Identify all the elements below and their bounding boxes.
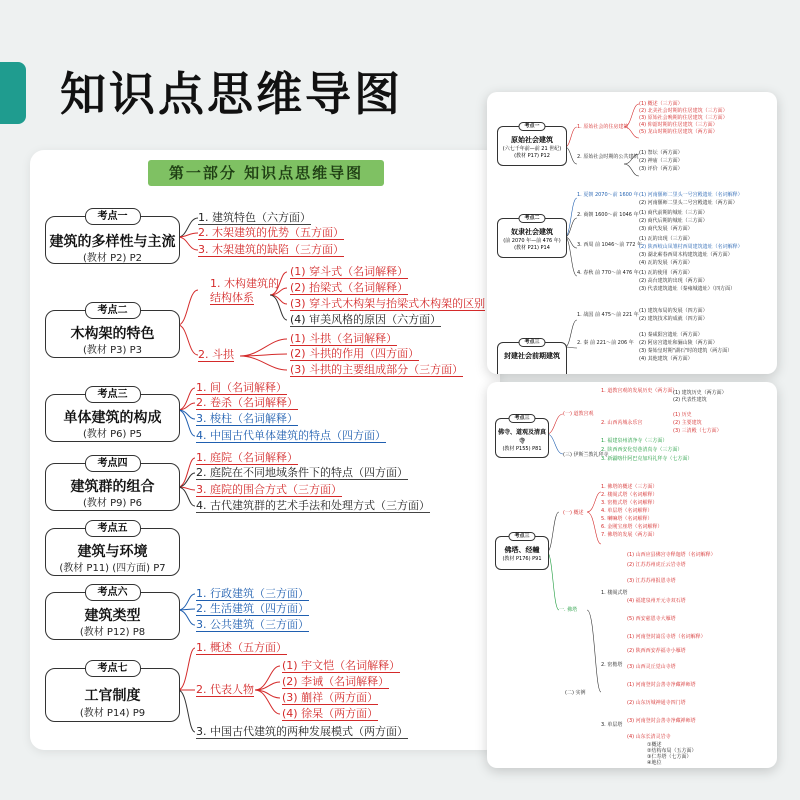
topic-node-7[interactable] xyxy=(45,663,180,722)
topic-node-2[interactable] xyxy=(45,305,180,358)
topic-name: 建筑群的组合 xyxy=(70,479,155,495)
card2-line: 3. 密檐式塔（名词解释） xyxy=(601,500,658,506)
card2-line: (4) 山东长清灵岩寺 xyxy=(627,734,671,740)
topic-tag: 考点一 xyxy=(85,208,141,225)
card1-node-name: 奴隶社会建筑 xyxy=(511,228,553,236)
topic3-item: 4. 中国古代单体建筑的特点（四方面） xyxy=(196,429,386,442)
card2-node-tag: 考点三 xyxy=(508,414,535,423)
card1-line: (2) 陕西岐山凤雏村西周建筑遗址（名词解释） xyxy=(639,244,743,250)
card1-line: (5) 龙山时期的住居建筑（两方面） xyxy=(639,129,718,135)
topic3-item: 3. 梭柱（名词解释） xyxy=(196,412,298,425)
topic4-item: 1. 庭院（名词解释） xyxy=(196,451,298,464)
card2-node-sub: (教材 P155) P81 xyxy=(502,446,542,452)
card1-node-tag: 考点一 xyxy=(518,122,545,131)
card1-node-sub2: (教材 P17) P12 xyxy=(514,153,550,159)
topic-name: 建筑的多样性与主流 xyxy=(49,234,176,250)
card1-line: (2) 神庙（三方面） xyxy=(639,158,683,164)
card1-line: 2. 秦 前 221～前 206 年 xyxy=(577,340,634,346)
card1-line: (2) 河南偃师二里头二号宫殿遗址（两方面） xyxy=(639,200,738,206)
topic2-branch: 结构体系 xyxy=(210,291,254,304)
topic2-item: (2) 抬梁式（名词解释） xyxy=(290,281,409,294)
card1-line: (4) 瓦的发展（两方面） xyxy=(639,260,693,266)
card1-line: 1. 战国 前 475～前 221 年 xyxy=(577,312,639,318)
card1-node-sub1: (六七千年前—前 21 世纪) xyxy=(502,146,562,152)
topic3-item: 1. 间（名词解释） xyxy=(196,381,287,394)
card2-node-2 xyxy=(495,533,549,570)
card2-line: 2. 陕西西安化觉巷清真寺（三方面） xyxy=(601,447,683,453)
card1-node-2 xyxy=(497,215,567,258)
card1-line: (2) 商代后期的城址（三方面） xyxy=(639,218,708,224)
card2-line: (2) 陕西西安荐福寺小雁塔 xyxy=(627,648,686,654)
card1-line: (1) 祭坛（两方面） xyxy=(639,150,683,156)
card2-line: (4) 福建泉州开元寺双石塔 xyxy=(627,598,686,604)
card2-line: (3) 江苏苏州报恩寺塔 xyxy=(627,578,676,584)
card1-line: (1) 秦咸阳宫遗址（两方面） xyxy=(639,332,703,338)
card1-line: 4. 春秋 前 770～前 476 年 xyxy=(577,270,639,276)
card2-line: (1) 河南登封会善寺净藏禅师塔 xyxy=(627,682,696,688)
card1-line: (1) 商代前期的城址（三方面） xyxy=(639,210,708,216)
card1-line: (3) 秦始皇时期"湖石"时的建筑（两方面） xyxy=(639,348,733,354)
card1-line: (2) 北美社会时期的住居建筑（三方面） xyxy=(639,108,728,114)
topic-ref: (教材 P6) P5 xyxy=(83,429,142,440)
card2-line: (三) 伊斯兰教礼拜寺 xyxy=(563,452,609,458)
topic4-item: 4. 古代建筑群的艺术手法和处理方式（三方面） xyxy=(196,499,430,512)
card2-line: (一) 道教宫观 xyxy=(563,411,594,417)
card1-line: (3) 代表建筑遗址（秦雍城遗址）（四方面） xyxy=(639,286,736,292)
card1-node-sub2: (教材 P21) P14 xyxy=(514,245,550,251)
card2-line: 4. 单层塔（名词解释） xyxy=(601,508,653,514)
card1-line: (3) 原始社会晚期的住居建筑（三方面） xyxy=(639,115,728,121)
card1-line: 3. 西周 前 1046～前 772 年 xyxy=(577,242,642,248)
topic1-item: 2. 木架建筑的优势（五方面） xyxy=(198,226,344,239)
card2-node-sub: (教材 P176) P91 xyxy=(502,556,542,562)
topic-tag: 考点六 xyxy=(85,584,141,601)
card2-node-1 xyxy=(495,415,549,458)
card1-line: (1) 河南偃师二里头一号宫殿遗址（名词解释） xyxy=(639,192,743,198)
card2-line: (2) 代表性建筑 xyxy=(673,397,707,403)
topic2-branch: 1. 木构建筑的 xyxy=(210,277,279,290)
topic-name: 工官制度 xyxy=(84,688,141,704)
topic-tag: 考点七 xyxy=(85,660,141,677)
topic7-item: 2. 代表人物 xyxy=(196,683,254,696)
topic-tag: 考点四 xyxy=(85,455,141,472)
topic-node-4[interactable] xyxy=(45,458,180,511)
card2-line: 7. 佛塔的发展（两方面） xyxy=(601,532,658,538)
card2-line: 1. 福建泉州清净寺（三方面） xyxy=(601,438,668,444)
banner-text: 第一部分 知识点思维导图 xyxy=(168,164,364,182)
page-title: 知识点思维导图 xyxy=(60,67,403,121)
topic7-person: (4) 徐杲（两方面） xyxy=(282,707,379,720)
card2-line: ①概述 xyxy=(647,742,662,748)
card2-line: 1. 楼阁式塔 xyxy=(601,590,628,596)
card1-line: (3) 评价（两方面） xyxy=(639,166,683,172)
card1-node-name: 原始社会建筑 xyxy=(511,136,553,144)
card2-node-name: 佛塔、经幢 xyxy=(504,546,540,554)
card1-line: (3) 湖北蕲春西周木构建筑遗址（两方面） xyxy=(639,252,733,258)
card2-line: (二) 实例 xyxy=(565,690,586,696)
card1-line: (1) 建筑布局的发展（四方面） xyxy=(639,308,708,314)
card1-line: (1) 概述（三方面） xyxy=(639,101,683,107)
card2-line: 2. 楼阁式塔（名词解释） xyxy=(601,492,658,498)
topic6-item: 2. 生活建筑（四方面） xyxy=(196,602,309,615)
card1-node-1 xyxy=(497,123,567,166)
topic4-item: 2. 庭院在不同地域条件下的特点（四方面） xyxy=(196,466,408,479)
topic3-item: 2. 卷杀（名词解释） xyxy=(196,396,298,409)
topic-ref: (教材 P3) P3 xyxy=(83,345,142,356)
topic7-person: (1) 宇文恺（名词解释） xyxy=(282,659,401,672)
preview-card-ancient-architecture[interactable] xyxy=(487,92,777,374)
topic2-item: (1) 斗拱（名词解释） xyxy=(290,332,398,345)
topic7-person: (3) 蒯祥（两方面） xyxy=(282,691,379,704)
card2-node-name: 佛寺、道观及清真寺 xyxy=(497,429,546,445)
topic-node-3[interactable] xyxy=(45,389,180,442)
card2-line: (1) 建筑历史（两方面） xyxy=(673,390,727,396)
topic7-item: 3. 中国古代建筑的两种发展模式（两方面） xyxy=(196,725,408,738)
topic-ref: (教材 P11) (四方面) P7 xyxy=(59,563,166,574)
card2-line: ②结构布局（五方面） xyxy=(647,748,697,754)
card1-line: (1) 瓦的使用（两方面） xyxy=(639,270,693,276)
topic-ref: (教材 P2) P2 xyxy=(83,253,142,264)
topic2-item: (3) 斗拱的主要组成部分（三方面） xyxy=(290,363,464,376)
topic7-person: (2) 李诫（名词解释） xyxy=(282,675,390,688)
card2-line: 2. 山西芮城永乐宫 xyxy=(601,420,643,426)
card1-node-3 xyxy=(497,339,567,374)
card2-line: (1) 历史 xyxy=(673,412,692,418)
topic-name: 建筑类型 xyxy=(84,608,141,624)
topic-ref: (教材 P14) P9 xyxy=(79,708,146,719)
topic-ref: (教材 P12) P8 xyxy=(79,627,146,638)
card1-line: (4) 其他建筑（两方面） xyxy=(639,356,693,362)
card2-line: 2. 密檐塔 xyxy=(601,662,623,668)
card2-line: (2) 山东历城神通寺四门塔 xyxy=(627,700,686,706)
card1-node-tag: 考点二 xyxy=(518,214,545,223)
card1-node-name: 封建社会前期建筑 xyxy=(504,352,560,360)
card2-line: ④地位 xyxy=(647,760,662,766)
topic1-item: 3. 木架建筑的缺陷（三方面） xyxy=(198,243,344,256)
topic-tag: 考点五 xyxy=(85,520,141,537)
topic4-item: 3. 庭院的围合方式（三方面） xyxy=(196,483,342,496)
card2-line: 3. 单层塔 xyxy=(601,722,623,728)
topic2-branch: 2. 斗拱 xyxy=(198,348,234,361)
card2-line: 1. 道教宫观的发展历史（两方面） xyxy=(601,388,678,394)
topic-name: 单体建筑的构成 xyxy=(63,410,162,426)
card1-line: (3) 商代发展（两方面） xyxy=(639,226,693,232)
topic7-item: 1. 概述（五方面） xyxy=(196,641,287,654)
card2-line: (2) 江苏苏州虎丘云岩寺塔 xyxy=(627,562,686,568)
card2-line: (3) 山西灵丘觉山寺塔 xyxy=(627,664,676,670)
topic2-item: (3) 穿斗式木构架与抬梁式木构架的区别 xyxy=(290,297,486,310)
card1-node-tag: 考点三 xyxy=(518,338,545,347)
card1-line: 2. 原始社会时期的公共建筑 xyxy=(577,154,639,160)
card2-line: (1) 山西应县佛宫寺释迦塔（名词解释） xyxy=(627,552,716,558)
topic-name: 木构架的特色 xyxy=(70,326,155,342)
topic2-item: (2) 斗拱的作用（四方面） xyxy=(290,347,420,360)
topic6-item: 1. 行政建筑（三方面） xyxy=(196,587,309,600)
card2-line: 3. 新疆喀什阿巴克加玛礼拜寺（七方面） xyxy=(601,456,693,462)
topic2-item: (4) 审美风格的原因（六方面） xyxy=(290,313,442,326)
card2-node-tag: 考点三 xyxy=(508,532,535,541)
topic-node-1[interactable] xyxy=(45,211,180,264)
topic1-item: 1. 建筑特色（六方面） xyxy=(198,211,311,224)
card1-line: 2. 商朝 1600～前 1046 年 xyxy=(577,212,639,218)
card2-line: (1) 河南登封嵩岳寺塔（名词解释） xyxy=(627,634,706,640)
topic-name: 建筑与环境 xyxy=(77,544,148,560)
topic6-item: 3. 公共建筑（三方面） xyxy=(196,618,309,631)
card2-line: 5. 喇嘛塔（名词解释） xyxy=(601,516,653,522)
card1-line: 1. 夏朝 2070～前 1600 年 xyxy=(577,192,639,198)
preview-card-temples-pagodas[interactable] xyxy=(487,382,777,768)
card1-line: (4) 仰韶时期的住居建筑（三方面） xyxy=(639,122,718,128)
card2-line: 一. 佛塔 xyxy=(559,607,578,613)
topic-node-5[interactable] xyxy=(45,523,180,576)
topic-node-6[interactable] xyxy=(45,587,180,640)
topic2-item: (1) 穿斗式（名词解释） xyxy=(290,265,409,278)
card2-line: (3) 三清殿（七方面） xyxy=(673,428,722,434)
card2-line: (3) 河南登封会善寺净藏禅师塔 xyxy=(627,718,696,724)
card2-line: 1. 佛塔的概述（三方面） xyxy=(601,484,658,490)
card1-node-sub1: (前 2070 年—前 476 年) xyxy=(503,238,561,244)
topic-tag: 考点三 xyxy=(85,386,141,403)
card1-line: (2) 高台建筑的出现（两方面） xyxy=(639,278,708,284)
topic-ref: (教材 P9) P6 xyxy=(83,498,142,509)
card2-line: (2) 主要建筑 xyxy=(673,420,702,426)
card2-line: ③仁寿塔（七方面） xyxy=(647,754,692,760)
topic-tag: 考点二 xyxy=(85,302,141,319)
card1-line: (1) 瓦的出现（三方面） xyxy=(639,236,693,242)
card2-line: (5) 西安慈恩寺大雁塔 xyxy=(627,616,676,622)
card2-line: (一) 概述 xyxy=(563,510,584,516)
card2-line: 6. 金刚宝座塔（名词解释） xyxy=(601,524,663,530)
card1-line: (2) 阿房宫遗址和骊山陵（两方面） xyxy=(639,340,718,346)
card1-line: (2) 建筑技术的成就（四方面） xyxy=(639,316,708,322)
card1-line: 1. 原始社会的住房建筑 xyxy=(577,124,629,130)
